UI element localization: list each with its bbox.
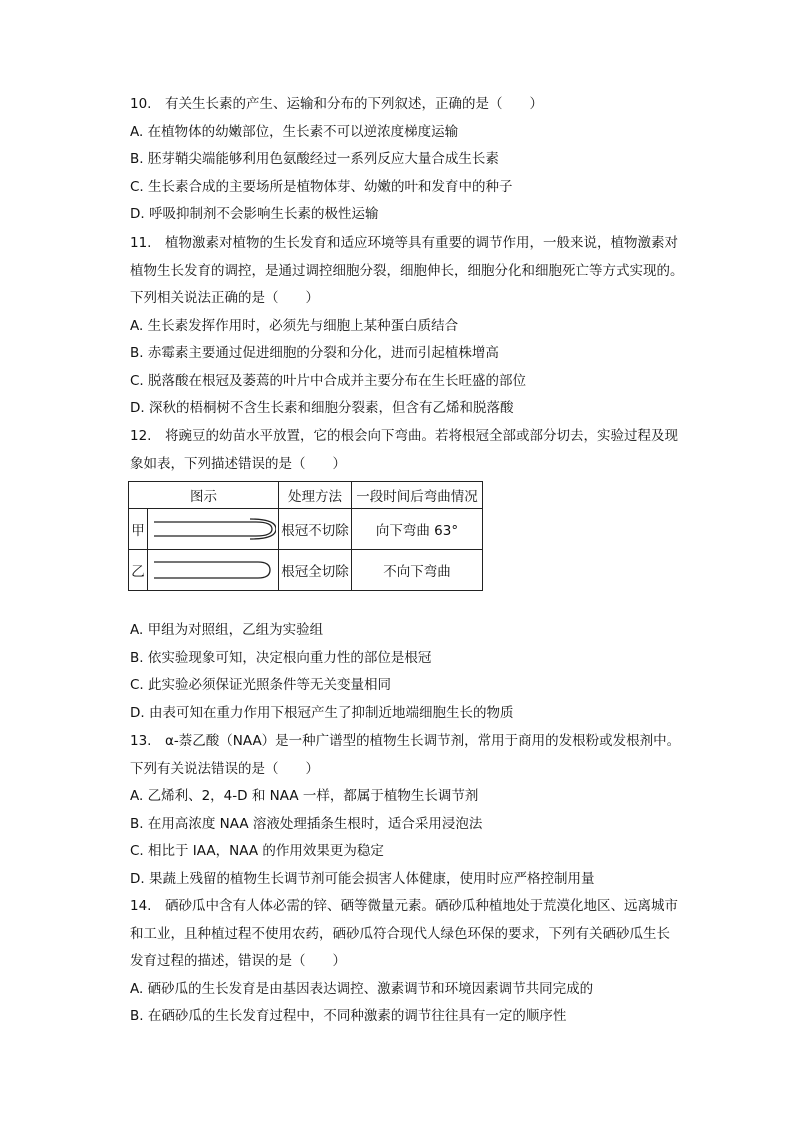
row-result-yi: 不向下弯曲 — [352, 550, 483, 591]
question-12-options — [130, 617, 720, 727]
question-13-option-d: D. 果蔬上残留的植物生长调节剂可能会损害人体健康，使用时应严格控制用量 — [130, 870, 595, 887]
question-10-option-d: D. 呼吸抑制剂不会影响生长素的极性运输 — [130, 206, 379, 222]
root-cut-icon — [150, 555, 276, 585]
question-12-option-a: A. 甲组为对照组，乙组为实验组 — [130, 622, 324, 638]
question-11-stem-line-3: 下列相关说法正确的是（ ） — [130, 290, 319, 306]
row-method-yi: 根冠全切除 — [279, 550, 352, 591]
question-10-option-a: A. 在植物体的幼嫩部位，生长素不可以逆浓度梯度运输 — [130, 123, 459, 140]
question-11-option-d: D. 深秋的梧桐树不含生长素和细胞分裂素，但含有乙烯和脱落酸 — [130, 400, 514, 416]
question-13-stem-line-1: 13. α-萘乙酸（NAA）是一种广谱型的植物生长调节剂，常用于商用的发根粉或发根剂中。 — [130, 733, 681, 749]
question-14-option-a: A. 硒砂瓜的生长发育是由基因表达调控、激素调节和环境因素调节共同完成的 — [130, 980, 594, 997]
question-10 — [130, 91, 720, 229]
question-10-option-b: B. 胚芽鞘尖端能够利用色氨酸经过一系列反应大量合成生长素 — [130, 151, 499, 167]
table-header-row — [129, 482, 483, 509]
question-11 — [130, 230, 720, 423]
question-11-stem-line-1: 11. 植物激素对植物的生长发育和适应环境等具有重要的调节作用，一般来说，植物激素对 — [130, 235, 678, 251]
question-14-stem-line-3: 发育过程的描述，错误的是（ ） — [130, 953, 346, 969]
question-12-stem-line-2: 象如表，下列描述错误的是（ ） — [130, 455, 346, 472]
root-intact-icon — [150, 514, 276, 544]
experiment-table — [128, 481, 483, 591]
question-13 — [130, 728, 720, 893]
question-12-stem-line-1: 12. 将豌豆的幼苗水平放置，它的根会向下弯曲。若将根冠全部或部分切去，实验过程及现 — [130, 428, 678, 444]
question-14 — [130, 893, 720, 1031]
row-label-jia: 甲 — [129, 509, 148, 550]
question-11-option-a: A. 生长素发挥作用时，必须先与细胞上某种蛋白质结合 — [130, 317, 459, 334]
row-method-jia: 根冠不切除 — [279, 509, 352, 550]
root-cut-diagram — [148, 550, 279, 591]
question-14-option-b: B. 在硒砂瓜的生长发育过程中，不同种激素的调节往往具有一定的顺序性 — [130, 1008, 567, 1024]
table-row — [129, 550, 483, 591]
row-label-yi: 乙 — [129, 550, 148, 591]
question-10-option-c: C. 生长素合成的主要场所是植物体芽、幼嫩的叶和发育中的种子 — [130, 178, 513, 195]
question-13-stem-line-2: 下列有关说法错误的是（ ） — [130, 760, 319, 777]
question-13-option-b: B. 在用高浓度 NAA 溶液处理插条生根时，适合采用浸泡法 — [130, 815, 483, 832]
question-14-stem-line-1: 14. 硒砂瓜中含有人体必需的锌、硒等微量元素。硒砂瓜种植地处于荒漠化地区、远离城市 — [130, 898, 678, 914]
table-row — [129, 509, 483, 550]
question-11-option-c: C. 脱落酸在根冠及萎蔫的叶片中合成并主要分布在生长旺盛的部位 — [130, 372, 527, 389]
question-13-option-a: A. 乙烯利、2，4-D 和 NAA 一样，都属于植物生长调节剂 — [130, 788, 479, 804]
question-12-option-c: C. 此实验必须保证光照条件等无关变量相同 — [130, 677, 392, 693]
question-13-option-c: C. 相比于 IAA，NAA 的作用效果更为稳定 — [130, 843, 384, 859]
question-11-stem-line-2: 植物生长发育的调控，是通过调控细胞分裂，细胞伸长，细胞分化和细胞死亡等方式实现的。 — [130, 262, 684, 279]
table-header-diagram: 图示 — [129, 482, 279, 509]
question-12-option-b: B. 依实验现象可知，决定根向重力性的部位是根冠 — [130, 649, 432, 666]
question-14-stem-line-2: 和工业，且种植过程不使用农药，硒砂瓜符合现代人绿色环保的要求，下列有关硒砂瓜生长 — [130, 925, 670, 942]
table-header-method: 处理方法 — [279, 482, 352, 509]
question-11-option-b: B. 赤霉素主要通过促进细胞的分裂和分化，进而引起植株增高 — [130, 345, 499, 361]
table-header-result: 一段时间后弯曲情况 — [352, 482, 483, 509]
question-12-option-d: D. 由表可知在重力作用下根冠产生了抑制近地端细胞生长的物质 — [130, 704, 514, 721]
row-result-jia: 向下弯曲 63° — [352, 509, 483, 550]
question-10-stem: 10. 有关生长素的产生、运输和分布的下列叙述，正确的是（ ） — [130, 96, 543, 112]
root-intact-diagram — [148, 509, 279, 550]
question-12-stem — [130, 423, 720, 478]
